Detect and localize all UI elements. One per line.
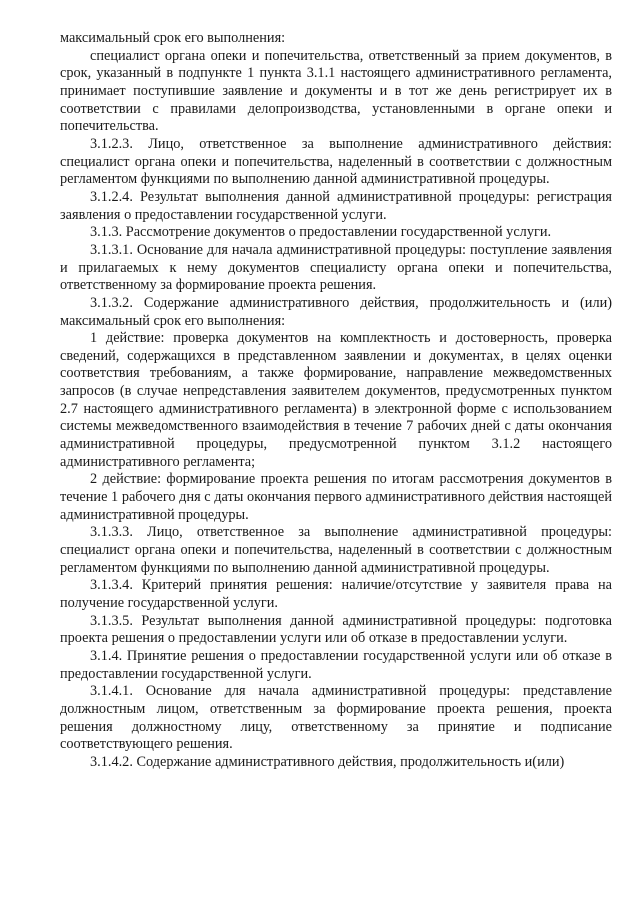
paragraph-3-1-3-4: 3.1.3.4. Критерий принятия решения: наличие/отсутствие у заявителя права на получение государственной услуги. (60, 577, 612, 611)
paragraph-3-1-4-2: 3.1.4.2. Содержание административного действия, продолжительность и(или) (90, 753, 565, 770)
paragraph-3-1-2-4: 3.1.2.4. Результат выполнения данной административной процедуры: регистрация заявления о предоставлении государственной услуги. (60, 188, 612, 223)
paragraph-3-1-3-2: 3.1.3.2. Содержание административного действия, продолжительность и (или) максимальный срок его выполнения: (60, 294, 612, 329)
paragraph-3-1-3-5: 3.1.3.5. Результат выполнения данной административной процедуры: подготовка проекта решения о предоставлении услуги или об отказе в предоставлении услуги. (60, 612, 612, 647)
paragraph-3-1-2-3: 3.1.2.3. Лицо, ответственное за выполнение административного действия: специалист органа опеки и попечительства, наделенный в соответствии с должностным регламентом функциями по выполнению данной административной процедуры. (60, 135, 612, 188)
paragraph-3-1-3-1: 3.1.3.1. Основание для начала административной процедуры: поступление заявления и прилагаемых к нему документов специалисту органа опеки и попечительства, ответственному за формирование проекта решения. (60, 241, 612, 294)
document-page (60, 30, 612, 772)
paragraph-continuation: максимальный срок его выполнения: (60, 30, 286, 46)
paragraph-3-1-3: 3.1.3. Рассмотрение документов о предоставлении государственной услуги. (90, 224, 552, 241)
paragraph-intake-specialist: специалист органа опеки и попечительства, ответственный за прием документов, в срок, указанный в подпункте 1 пункта 3.1.1 настоящего административного регламента, принимает поступившие заявление и документы и в тот же день регистрирует их в соответствии с правилами делопроизводства, установленными в органе опеки и попечительства. (60, 47, 612, 135)
paragraph-3-1-4-1: 3.1.4.1. Основание для начала административной процедуры: представление должностным лицом, ответственным за формирование проекта решения, проекта решения должностному лицу, ответственному за принятие и подписание соответствующего решения. (60, 683, 612, 753)
paragraph-action-1: 1 действие: проверка документов на комплектность и достоверность, проверка сведений, содержащихся в представленном заявлении и документах, в целях оценки соответствия требованиям, а также формирование, направление межведомственных запросов (в случае непредставления заявителем документов, предусмотренных пунктом 2.7 настоящего административного регламента) в электронной форме с использованием системы межведомственного взаимодействия в течение 7 рабочих дней с даты окончания административной процедуры, предусмотренной пунктом 3.1.2 настоящего административного регламента; (60, 330, 612, 470)
paragraph-action-2: 2 действие: формирование проекта решения по итогам рассмотрения документов в течение 1 рабочего дня с даты окончания первого административного действия настоящей административной процедуры. (60, 471, 612, 523)
paragraph-3-1-3-3: 3.1.3.3. Лицо, ответственное за выполнение административной процедуры: специалист органа опеки и попечительства, наделенный в соответствии с должностным регламентом функциями по выполнению данной административной процедуры. (60, 524, 612, 576)
paragraph-3-1-4: 3.1.4. Принятие решения о предоставлении государственной услуги или об отказе в предоставлении государственной услуги. (60, 647, 612, 682)
